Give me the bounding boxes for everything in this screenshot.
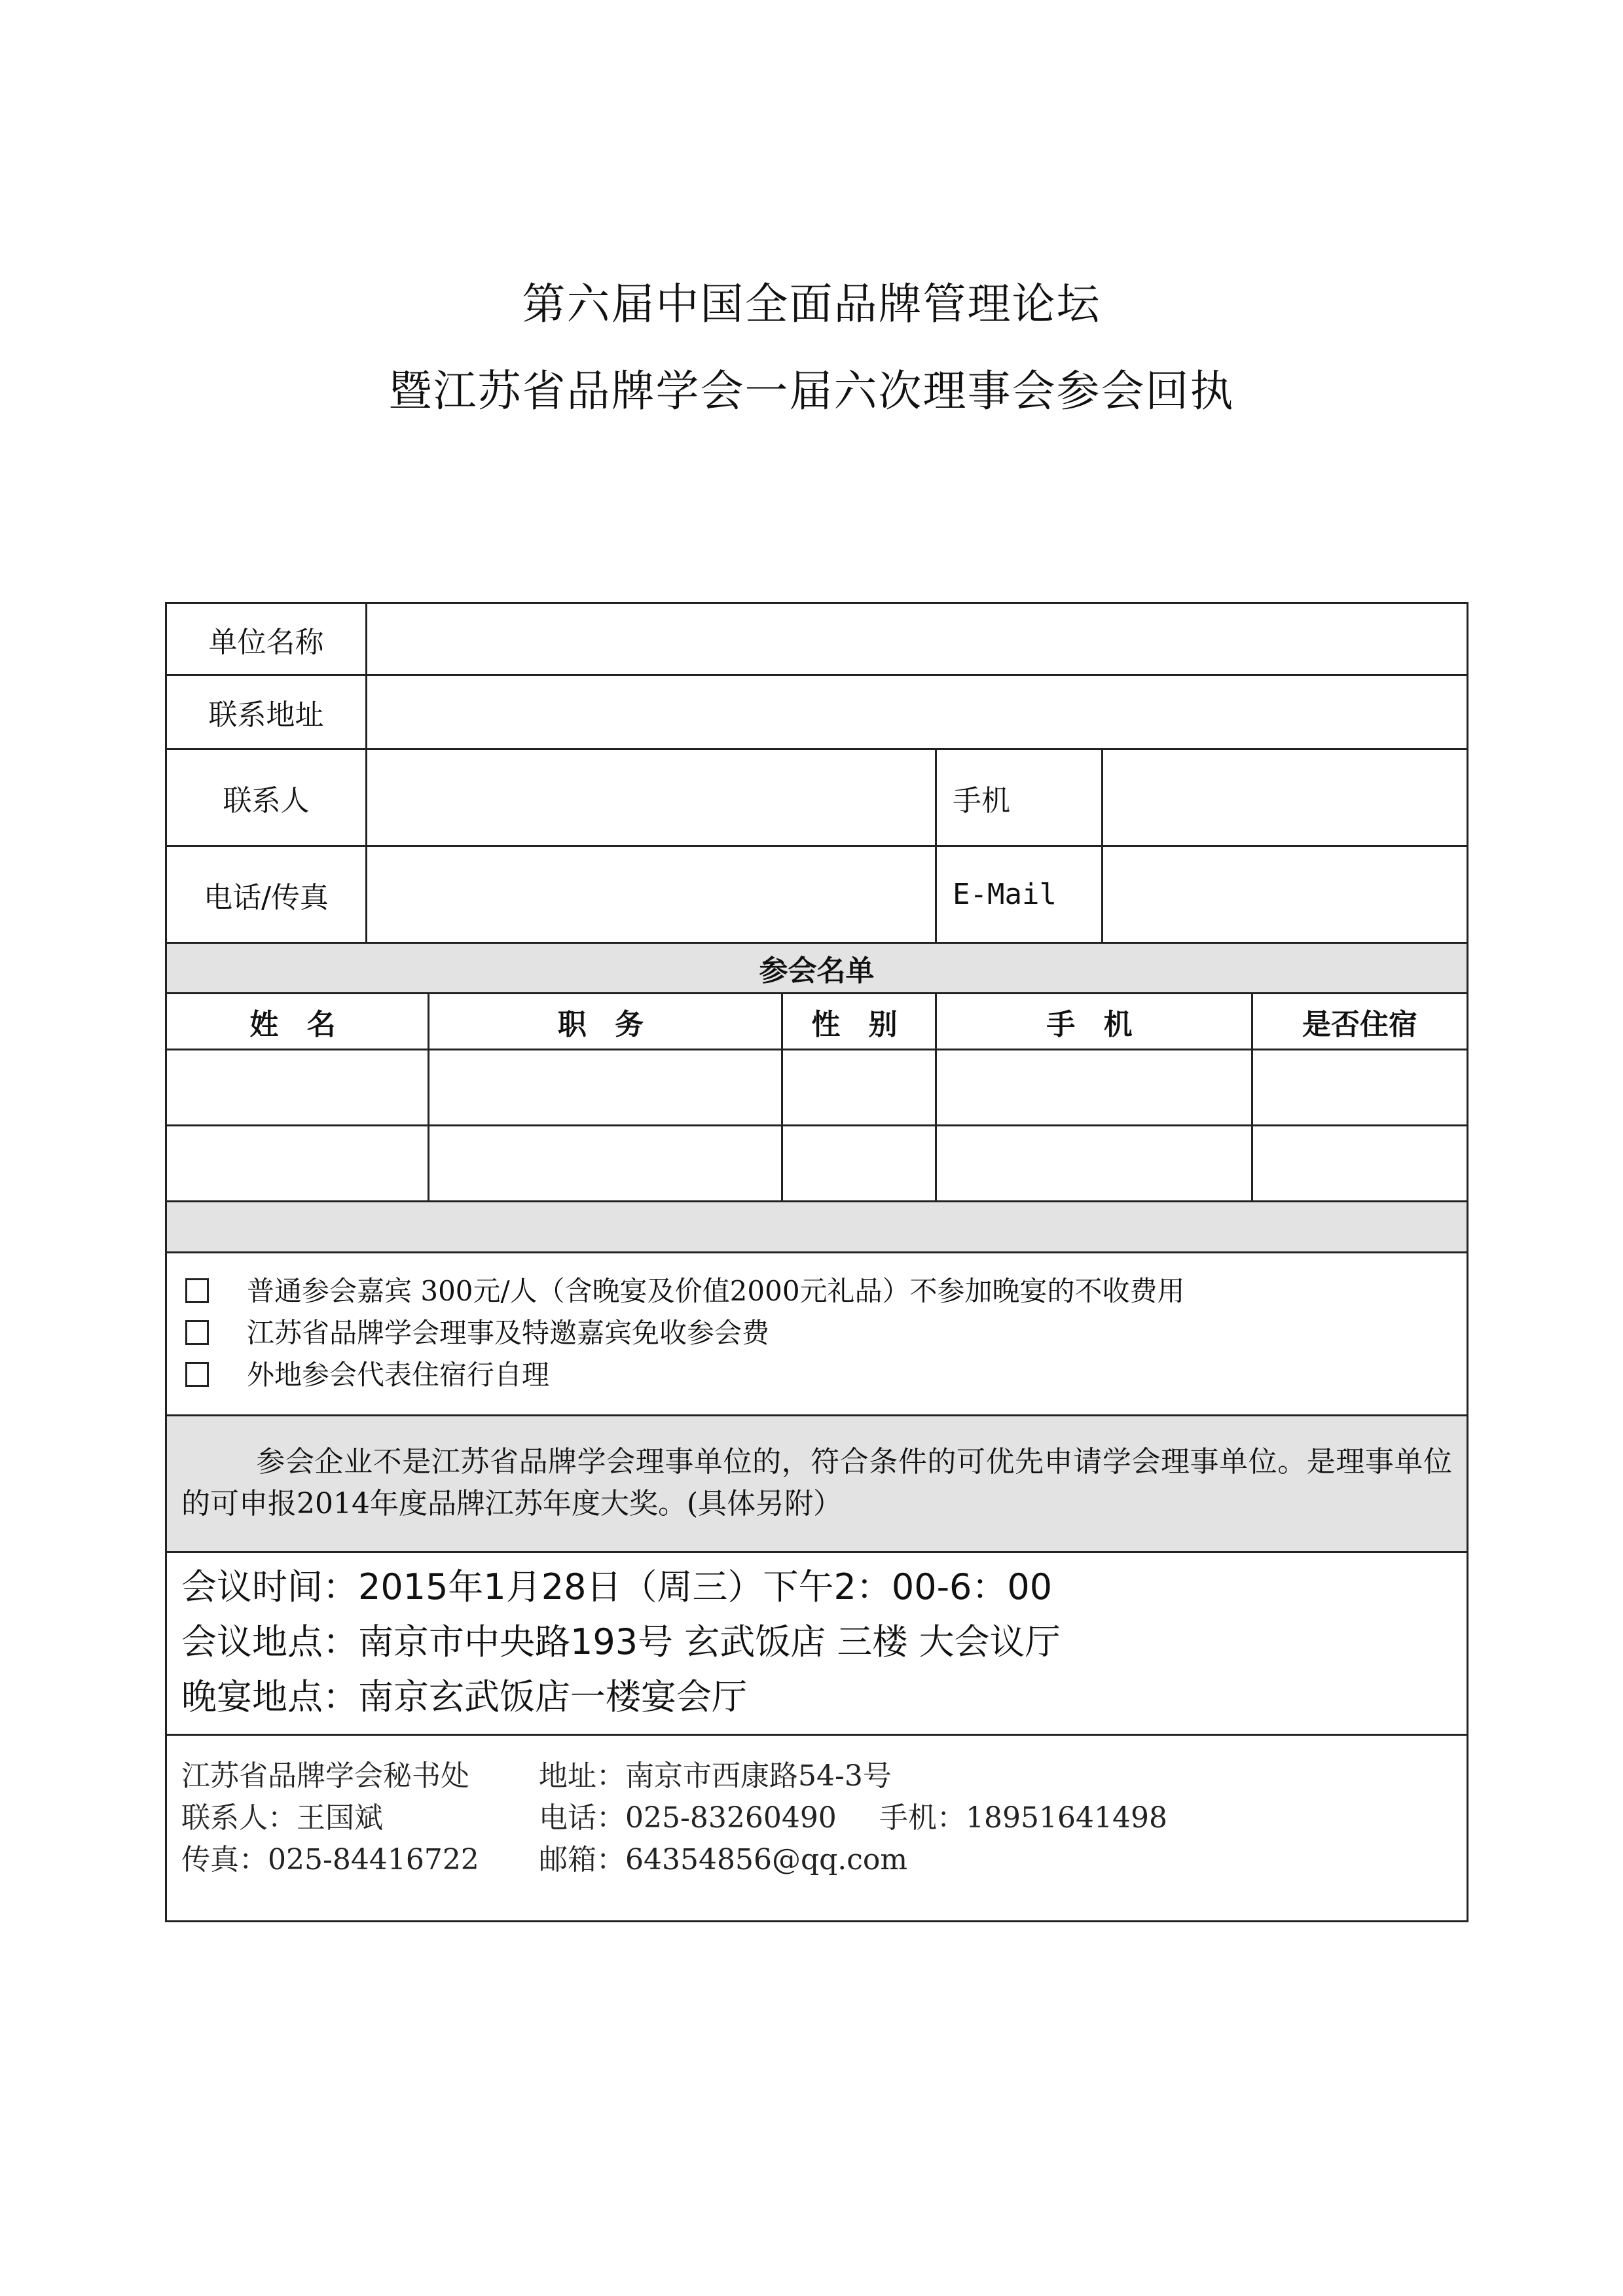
dinner-venue: 晚宴地点：南京玄武饭店一楼宴会厅	[181, 1676, 747, 1717]
secretariat-person: 联系人：王国斌	[181, 1801, 383, 1835]
table-row	[166, 1050, 1468, 1126]
column-accommodation: 是否住宿	[1252, 994, 1468, 1050]
unit-name-field[interactable]	[367, 603, 1468, 675]
attendee-accommodation-cell[interactable]	[1252, 1126, 1468, 1202]
attendee-position-cell[interactable]	[429, 1126, 782, 1202]
contact-person-label: 联系人	[166, 749, 367, 846]
email-field[interactable]	[1103, 846, 1468, 943]
meeting-info	[166, 1552, 1468, 1735]
attendee-list-title: 参会名单	[166, 943, 1468, 994]
secretariat-phone: 电话：025-83260490	[539, 1801, 837, 1835]
option-text: 普通参会嘉宾 300元/人（含晚宴及价值2000元礼品）不参加晚宴的不收费用	[247, 1275, 1185, 1307]
meeting-venue: 会议地点：南京市中央路193号 玄武饭店 三楼 大会议厅	[181, 1621, 1061, 1662]
table-row	[166, 1126, 1468, 1202]
column-name: 姓 名	[166, 994, 429, 1050]
meeting-time: 会议时间：2015年1月28日（周三）下午2：00-6：00	[181, 1566, 1053, 1607]
attendee-name-cell[interactable]	[166, 1050, 429, 1126]
phone-fax-field[interactable]	[367, 846, 936, 943]
address-label: 联系地址	[166, 675, 367, 749]
attendee-mobile-cell[interactable]	[936, 1126, 1252, 1202]
secretariat-fax: 传真：025-84416722	[181, 1843, 479, 1876]
address-field[interactable]	[367, 675, 1468, 749]
attendee-position-cell[interactable]	[429, 1050, 782, 1126]
column-mobile: 手 机	[936, 994, 1252, 1050]
option-text: 外地参会代表住宿行自理	[247, 1359, 550, 1391]
secretariat-contact	[166, 1735, 1468, 1922]
option-accommodation	[181, 1354, 1452, 1396]
secretariat-email: 邮箱：64354856@qq.com	[539, 1843, 908, 1876]
attendee-mobile-cell[interactable]	[936, 1050, 1252, 1126]
option-standard-guest	[181, 1270, 1452, 1312]
secretariat-mobile: 手机：18951641498	[879, 1801, 1167, 1835]
page-title: 第六届中国全面品牌管理论坛	[522, 279, 1101, 329]
secretariat-org: 江苏省品牌学会秘书处	[181, 1759, 469, 1793]
secretariat-address: 地址：南京市西康路54-3号	[539, 1759, 892, 1793]
attendee-gender-cell[interactable]	[782, 1050, 936, 1126]
mobile-label: 手机	[936, 749, 1103, 846]
unit-name-label: 单位名称	[166, 603, 367, 675]
registration-form	[165, 602, 1468, 1922]
page-subtitle: 暨江苏省品牌学会一届六次理事会参会回执	[388, 366, 1235, 416]
membership-notice: 参会企业不是江苏省品牌学会理事单位的，符合条件的可优先申请学会理事单位。是理事单位的可申报2014年度品牌江苏年度大奖。(具体另附）	[166, 1416, 1468, 1552]
attendee-name-cell[interactable]	[166, 1126, 429, 1202]
mobile-field[interactable]	[1103, 749, 1468, 846]
option-council-member	[181, 1312, 1452, 1354]
contact-person-field[interactable]	[367, 749, 936, 846]
checkbox[interactable]	[185, 1320, 209, 1345]
checkbox[interactable]	[185, 1278, 209, 1303]
column-position: 职 务	[429, 994, 782, 1050]
checkbox[interactable]	[185, 1362, 209, 1387]
fee-options	[166, 1253, 1468, 1416]
attendee-gender-cell[interactable]	[782, 1126, 936, 1202]
column-gender: 性 别	[782, 994, 936, 1050]
shaded-spacer	[166, 1202, 1468, 1253]
option-text: 江苏省品牌学会理事及特邀嘉宾免收参会费	[247, 1317, 770, 1349]
email-label: E-Mail	[936, 846, 1103, 943]
phone-fax-label: 电话/传真	[166, 846, 367, 943]
attendee-accommodation-cell[interactable]	[1252, 1050, 1468, 1126]
